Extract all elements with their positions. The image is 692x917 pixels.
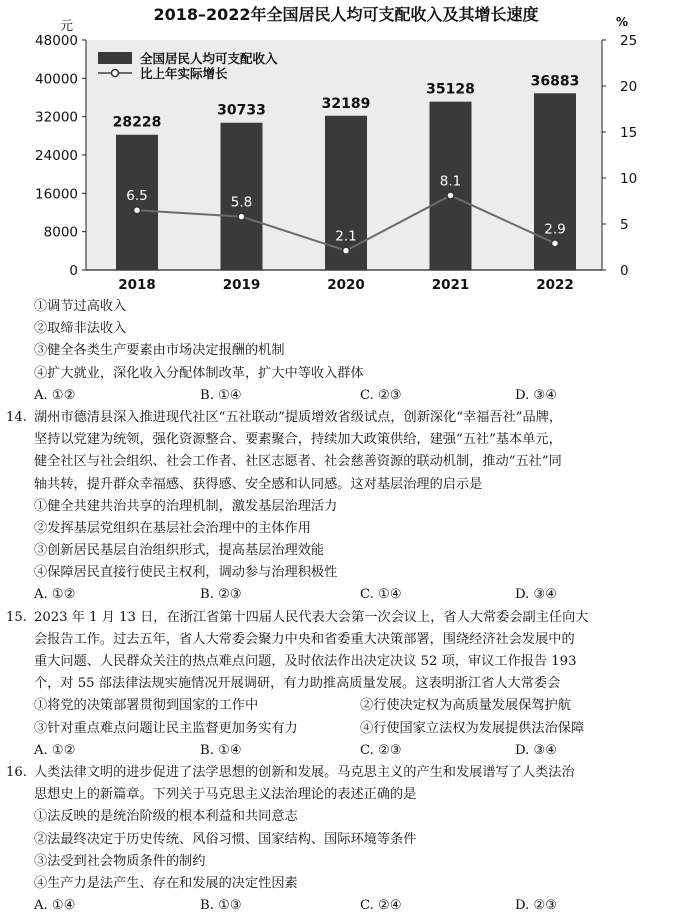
bar-value-label: 28228: [112, 114, 162, 131]
q13-options: [0, 296, 692, 385]
q14-number: 14.: [6, 409, 27, 425]
question-16: [0, 762, 692, 917]
q14-choice-a[interactable]: A. ①②: [34, 587, 76, 603]
chart-title: 2018–2022年全国居民人均可支配收入及其增长速度: [153, 5, 539, 24]
legend-line-marker: [112, 70, 119, 77]
q14-option-4: ④保障居民直接行使民主权利，调动参与治理积极性: [34, 565, 338, 581]
q15-choice-a[interactable]: A. ①②: [34, 742, 76, 758]
q16-choice-d[interactable]: D. ②③: [515, 898, 558, 914]
q14-option-2: ②发挥基层党组织在基层社会治理中的主体作用: [34, 520, 311, 536]
q16-stem-line: 人类法律文明的进步促进了法学思想的创新和发展。马克思主义的产生和发展谱写了人类法治: [34, 764, 575, 780]
q16-option-2: ②法最终决定于历史传统、风俗习惯、国家结构、国际环境等条件: [34, 831, 417, 847]
q14-choices: [0, 584, 692, 606]
x-tick-label: 2020: [327, 277, 365, 293]
q15-option-2: ②行使决定权为高质量发展保驾护航: [360, 698, 571, 714]
bar-value-label: 30733: [217, 102, 266, 119]
q15-choice-c[interactable]: C. ②③: [360, 742, 402, 758]
question-14: [0, 407, 692, 607]
q14-stem-line: 轴共转，提升群众幸福感、获得感、安全感和认同感。这对基层治理的启示是: [34, 476, 483, 492]
left-tick-label: 8000: [43, 224, 78, 241]
growth-value-label: 5.8: [230, 194, 253, 211]
q15-stem-line: 2023 年 1 月 13 日，在浙江省第十四届人民代表大会第一次会议上，省人大常委会副主任向大: [34, 609, 589, 625]
right-tick-label: 25: [620, 33, 638, 49]
q16-option-3: ③法受到社会物质条件的制约: [34, 853, 206, 869]
q13-choice-a[interactable]: A. ①②: [34, 387, 76, 403]
right-axis-unit: %: [616, 15, 629, 29]
left-tick-label: 24000: [35, 148, 78, 164]
q14-choice-b[interactable]: B. ②③: [200, 587, 242, 603]
q14-option-3: ③创新居民基层自治组织形式，提高基层治理效能: [34, 543, 325, 559]
q15-number: 15.: [6, 609, 27, 625]
growth-point: [134, 207, 141, 214]
q13-option-2: ②取缔非法收入: [34, 321, 127, 337]
left-tick-label: 0: [69, 263, 78, 279]
growth-value-label: 2.1: [335, 228, 357, 245]
q16-choice-a[interactable]: A. ①④: [34, 898, 76, 914]
q15-stem-line: 个，对 55 部法律法规实施情况开展调研，有力助推高质量发展。这表明浙江省人大常委会: [34, 676, 561, 692]
legend-bar-swatch: [98, 52, 132, 64]
q16-choices: [0, 895, 692, 917]
bar-value-label: 32189: [321, 95, 371, 112]
q13-option-3: ③健全各类生产要素由市场决定报酬的机制: [34, 343, 285, 359]
q15-stem-line: 会报告工作。过去五年，省人大常委会聚力中央和省委重大决策部署，围绕经济社会发展中的: [34, 631, 575, 647]
q14-stem-line: 湖州市德清县深入推进现代社区“五社联动”提质增效省级试点，创新深化“幸福吾社”品牌，: [34, 409, 563, 425]
q13-choices: [0, 385, 692, 407]
growth-value-label: 2.9: [544, 221, 566, 238]
growth-point: [343, 247, 350, 254]
q13-choice-d[interactable]: D. ③④: [515, 387, 558, 403]
growth-point: [238, 213, 245, 220]
q13-choice-b[interactable]: B. ①④: [200, 387, 242, 403]
bar-value-label: 35128: [426, 81, 475, 98]
q15-option-4: ④行使国家立法权为发展提供法治保障: [360, 720, 585, 736]
q15-choice-d[interactable]: D. ③④: [515, 742, 558, 758]
right-tick-label: 10: [620, 171, 638, 187]
q15-choice-b[interactable]: B. ①④: [200, 742, 242, 758]
right-tick-label: 5: [620, 217, 629, 233]
growth-value-label: 8.1: [439, 173, 462, 190]
question-body: [0, 296, 692, 917]
q14-choice-d[interactable]: D. ③④: [515, 587, 558, 603]
legend-bar-label: 全国居民人均可支配收入: [140, 51, 278, 66]
bar-value-label: 36883: [530, 73, 580, 90]
q16-number: 16.: [6, 764, 27, 780]
x-tick-label: 2018: [118, 277, 156, 293]
chart-svg: [0, 0, 692, 296]
q14-stem-line: 坚持以党建为统领，强化资源整合、要素聚合，持续加大政策供给，建强“五社”基本单元，: [34, 432, 562, 448]
left-axis-unit: 元: [60, 19, 74, 34]
q14-option-1: ①健全共建共治共享的治理机制，激发基层治理活力: [34, 498, 338, 514]
q16-option-1: ①法反映的是统治阶级的根本利益和共同意志: [34, 809, 298, 825]
q15-choices: [0, 740, 692, 762]
growth-point: [447, 192, 454, 199]
q13-option-4: ④扩大就业，深化收入分配体制改革，扩大中等收入群体: [34, 365, 364, 381]
left-tick-label: 32000: [35, 109, 78, 126]
right-tick-label: 15: [620, 125, 638, 141]
q13-option-1: ①调节过高收入: [34, 299, 127, 314]
q16-stem-line: 思想史上的新篇章。下列关于马克思主义法治理论的表述正确的是: [34, 787, 417, 803]
left-tick-label: 48000: [35, 33, 78, 49]
q16-choice-b[interactable]: B. ①③: [200, 898, 242, 914]
left-tick-label: 16000: [35, 186, 78, 203]
q16-option-4: ④生产力是法产生、存在和发展的决定性因素: [34, 875, 298, 891]
legend-line-label: 比上年实际增长: [140, 66, 228, 81]
q14-choice-c[interactable]: C. ①④: [360, 587, 402, 603]
x-tick-label: 2019: [222, 277, 261, 293]
q13-choice-c[interactable]: C. ②③: [360, 387, 402, 403]
q15-option-1: ①将党的决策部署贯彻到国家的工作中: [34, 698, 259, 714]
x-tick-label: 2021: [431, 277, 470, 293]
growth-point: [552, 240, 559, 247]
question-15: [0, 607, 692, 762]
q16-choice-c[interactable]: C. ②④: [360, 898, 402, 914]
right-tick-label: 0: [620, 263, 629, 279]
q15-stem-line: 重大问题、人民群众关注的热点难点问题，及时依法作出决定决议 52 项，审议工作报告 193: [34, 654, 577, 669]
growth-value-label: 6.5: [126, 188, 148, 205]
q14-stem-line: 健全社区与社会组织、社会工作者、社区志愿者、社会慈善资源的联动机制，推动“五社”同: [34, 454, 562, 470]
q15-option-3: ③针对重点难点问题让民主监督更加务实有力: [34, 720, 298, 736]
right-tick-label: 20: [620, 79, 638, 95]
income-chart: [0, 0, 692, 296]
left-tick-label: 40000: [35, 71, 78, 88]
x-tick-label: 2022: [536, 277, 574, 293]
